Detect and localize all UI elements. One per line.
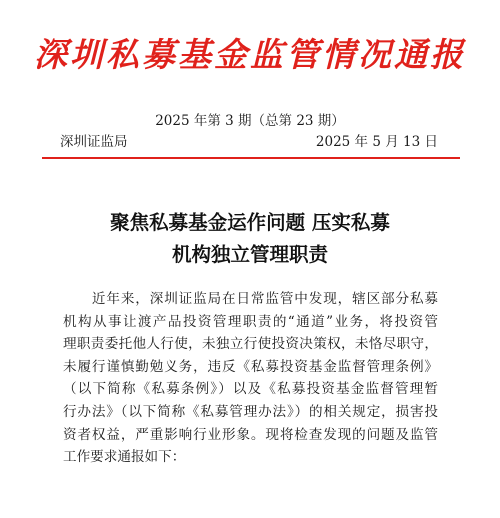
body-line: 工作要求通报如下： bbox=[63, 449, 186, 466]
masthead-title: 深圳私募基金监管情况通报 bbox=[34, 35, 466, 74]
publication-date: 2025 年 5 月 13 日 bbox=[315, 134, 438, 150]
article-body bbox=[63, 288, 438, 469]
body-line: 行办法》（以下简称《私募管理办法》）的相关规定，损害投 bbox=[63, 403, 438, 420]
red-divider bbox=[42, 157, 460, 159]
publisher: 深圳证监局 bbox=[60, 134, 128, 150]
body-line: 近年来，深圳证监局在日常监管中发现，辖区部分私募 bbox=[63, 291, 438, 307]
body-line: 理职责委托他人行使，未独立行使投资决策权，未恪尽职守， bbox=[63, 336, 438, 353]
body-line: 资者权益，严重影响行业形象。现将检查发现的问题及监管 bbox=[63, 426, 438, 443]
body-line: （以下简称《私募条例》）以及《私募投资基金监督管理暂 bbox=[63, 381, 438, 398]
issue-number: 2025 年第 3 期（总第 23 期） bbox=[155, 113, 345, 129]
article-headline-line1: 聚焦私募基金运作问题 压实私募 bbox=[110, 211, 390, 234]
article-headline-line2: 机构独立管理职责 bbox=[171, 243, 328, 266]
body-line: 机构从事让渡产品投资管理职责的“通道”业务，将投资管 bbox=[63, 313, 438, 330]
body-line: 未履行谨慎勤勉义务，违反《私募投资基金监督管理条例》 bbox=[63, 358, 438, 375]
